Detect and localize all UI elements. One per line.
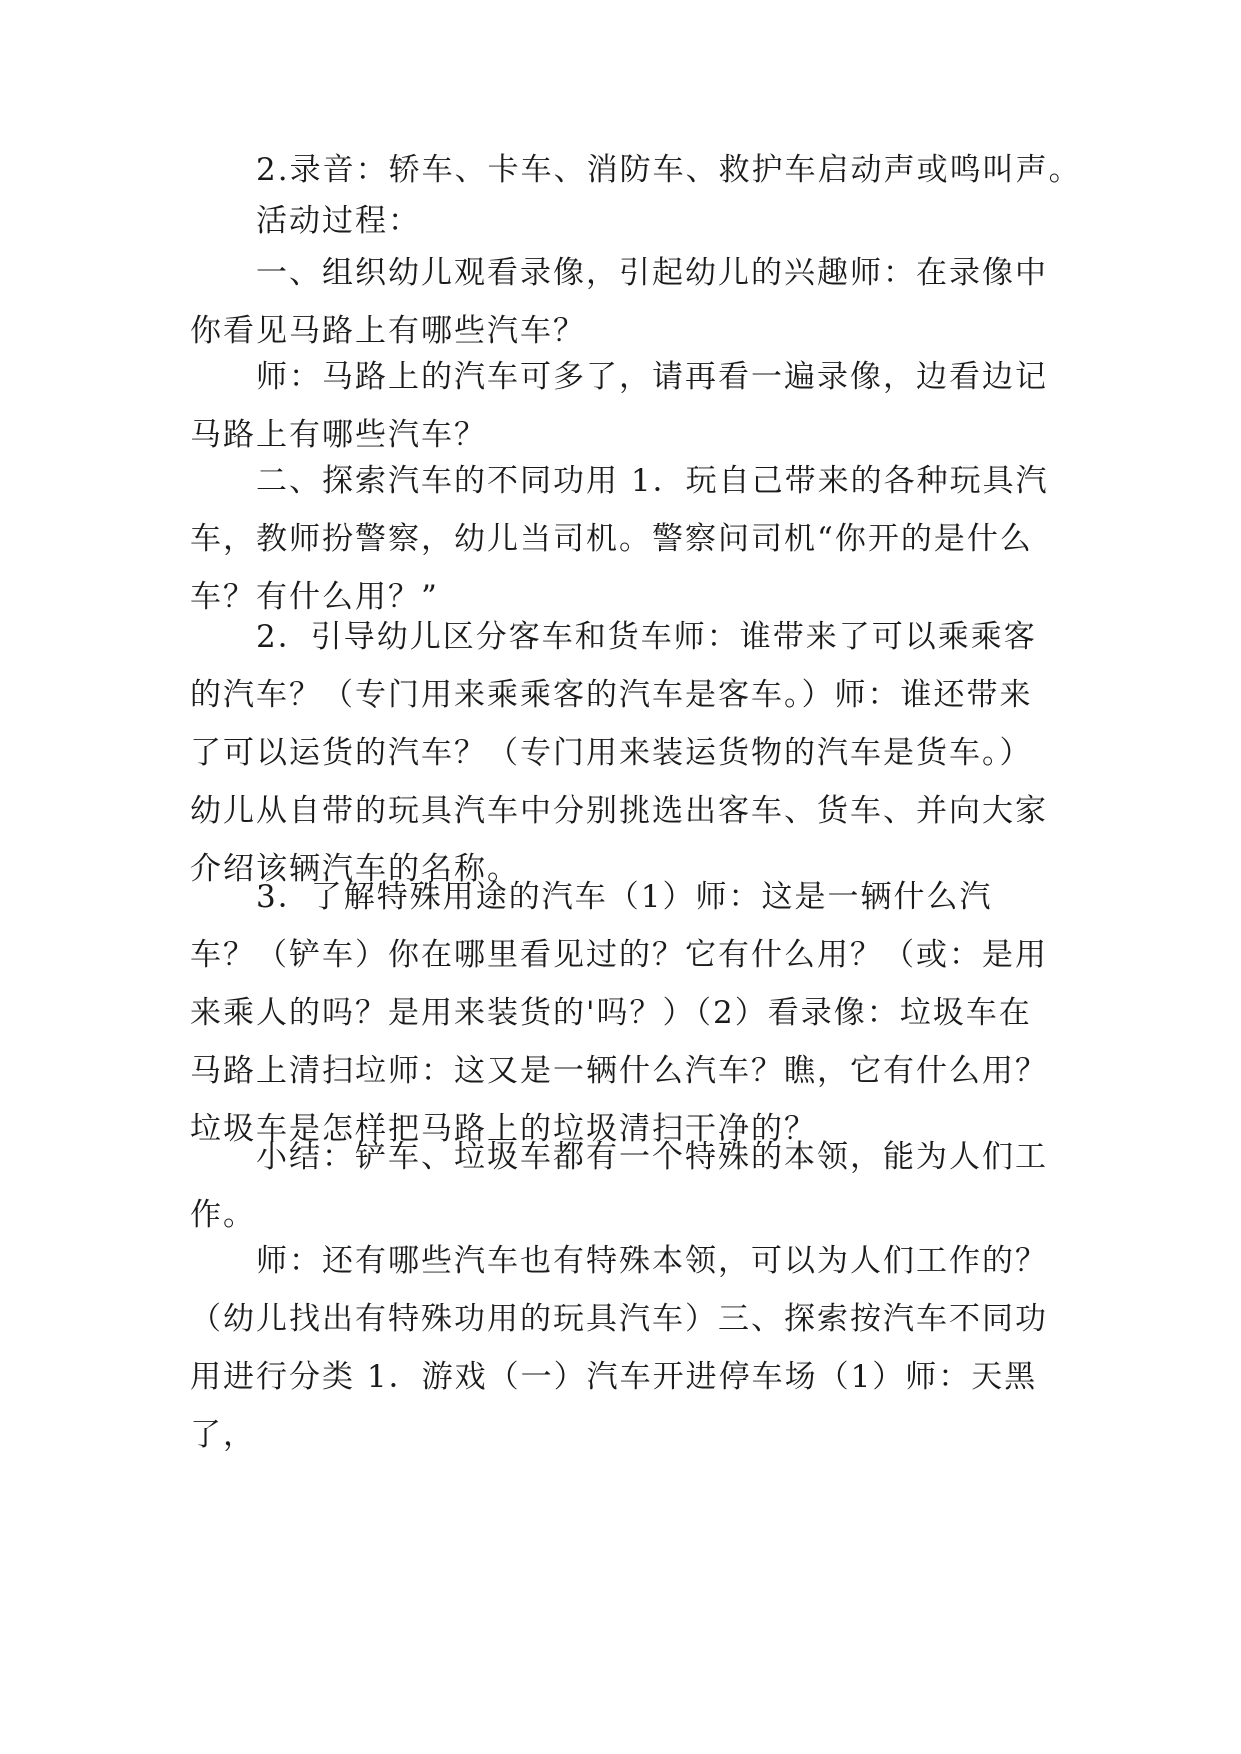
paragraph-step-two: 二、探索汽车的不同功用 1．玩自己带来的各种玩具汽车，教师扮警察，幼儿当司机。警察问司机“你开的是什么车？有什么用？” <box>190 463 1049 615</box>
paragraph-summary: 小结：铲车、垃圾车都有一个特殊的本领，能为人们工作。 <box>190 1139 1048 1233</box>
paragraph-teacher-question: 师：马路上的汽车可多了，请再看一遍录像，边看边记马路上有哪些汽车？ <box>190 359 1048 453</box>
paragraph-classify-vehicles: 2．引导幼儿区分客车和货车师：谁带来了可以乘乘客的汽车？（专门用来乘乘客的汽车是客车。）师：谁还带来了可以运货的汽车？（专门用来装运货物的汽车是货车。）幼儿从自带的玩具汽车中分别挑选出客车、货车、并向大家介绍该辆汽车的名称。 <box>190 619 1048 887</box>
paragraph-step-one: 一、组织幼儿观看录像，引起幼儿的兴趣师：在录像中你看见马路上有哪些汽车？ <box>190 255 1048 349</box>
paragraph-game: 师：还有哪些汽车也有特殊本领，可以为人们工作的？（幼儿找出有特殊功用的玩具汽车）三、探索按汽车不同功用进行分类 1．游戏（一）汽车开进停车场（1）师：天黑了， <box>190 1243 1048 1453</box>
paragraph-recording: 2.录音：轿车、卡车、消防车、救护车启动声或鸣叫声。 <box>256 152 1082 188</box>
paragraph-activity-process: 活动过程： <box>256 203 421 239</box>
paragraph-special-vehicles: 3．了解特殊用途的汽车（1）师：这是一辆什么汽车？（铲车）你在哪里看见过的？它有什么用？（或：是用来乘人的吗？是用来装货的'吗？）（2）看录像：垃圾车在马路上清扫垃师：这又是一辆什么汽车？瞧，它有什么用？垃圾车是怎样把马路上的垃圾清扫干净的？ <box>190 879 1048 1147</box>
